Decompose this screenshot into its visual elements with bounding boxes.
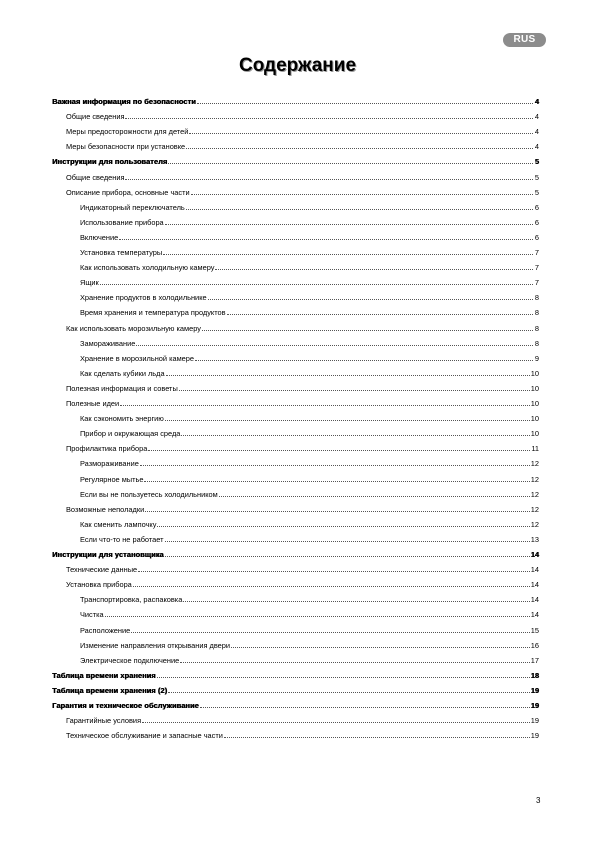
toc-entry-page: 10 xyxy=(530,429,539,439)
toc-entry-page: 4 xyxy=(534,112,539,122)
dot-leader xyxy=(148,450,530,451)
toc-entry-label: Прибор и окружающая среда xyxy=(80,429,181,439)
toc-entry-page: 12 xyxy=(530,504,539,514)
language-badge: RUS xyxy=(503,33,546,47)
toc-entry[interactable] xyxy=(80,228,539,242)
toc-entry-page: 18 xyxy=(530,670,539,680)
toc-entry[interactable] xyxy=(52,152,539,166)
toc-entry-page: 7 xyxy=(534,248,539,257)
toc-entry-label: Хранение в морозильной камере xyxy=(80,353,194,363)
toc-entry-label: Как сменить лампочку xyxy=(80,519,157,529)
dot-leader xyxy=(202,330,533,331)
toc-entry[interactable] xyxy=(66,122,539,136)
toc-entry-page: 8 xyxy=(534,323,539,333)
dot-leader xyxy=(120,405,530,406)
toc-entry-label: Ящик xyxy=(80,278,99,288)
toc-entry-label: Таблица времени хранения (2) xyxy=(52,685,168,695)
toc-entry[interactable] xyxy=(66,726,539,740)
toc-entry[interactable] xyxy=(80,485,539,499)
toc-entry[interactable] xyxy=(52,92,539,106)
dot-leader xyxy=(165,224,533,225)
dot-leader xyxy=(208,299,533,300)
dot-leader xyxy=(119,239,533,240)
dot-leader xyxy=(183,601,529,602)
toc-entry[interactable] xyxy=(66,439,539,453)
toc-entry[interactable] xyxy=(80,334,539,348)
toc-entry[interactable] xyxy=(80,621,539,635)
toc-entry-label: Описание прибора, основные части xyxy=(66,187,190,197)
dot-leader xyxy=(197,103,533,104)
dot-leader xyxy=(224,737,530,738)
dot-leader xyxy=(166,375,530,376)
dot-leader xyxy=(165,420,530,421)
dot-leader xyxy=(157,526,529,527)
toc-entry-page: 7 xyxy=(534,278,539,288)
toc-entry-page: 4 xyxy=(534,142,539,152)
dot-leader xyxy=(136,345,533,346)
toc-entry-label: Профилактика прибора xyxy=(66,444,148,454)
toc-entry[interactable] xyxy=(80,470,539,484)
toc-entry-label: Техническое обслуживание и запасные части xyxy=(66,731,223,741)
toc-entry-page: 13 xyxy=(530,534,539,544)
toc-entry-label: Инструкции для установщика xyxy=(52,550,164,559)
toc-entry-label: Гарантия и техническое обслуживание xyxy=(52,701,199,710)
dot-leader xyxy=(195,360,533,361)
toc-entry[interactable] xyxy=(52,681,539,695)
dot-leader xyxy=(142,722,530,723)
dot-leader xyxy=(125,179,533,180)
toc-entry-label: Расположение xyxy=(80,625,131,635)
toc-entry-label: Хранение продуктов в холодильнике xyxy=(80,293,207,303)
toc-entry-page: 12 xyxy=(530,489,539,499)
toc-entry-label: Включение xyxy=(80,232,119,242)
toc-entry[interactable] xyxy=(80,515,539,529)
dot-leader xyxy=(215,269,533,270)
toc-entry-page: 8 xyxy=(534,293,539,303)
page-number: 3 xyxy=(536,796,541,805)
toc-entry[interactable] xyxy=(66,168,539,182)
toc-entry[interactable] xyxy=(52,545,539,559)
toc-entry-page: 14 xyxy=(530,610,539,620)
toc-entry-label: Как использовать холодильную камеру xyxy=(80,263,215,273)
dot-leader xyxy=(168,163,533,164)
toc-entry-label: Замораживание xyxy=(80,338,136,348)
toc-entry[interactable] xyxy=(66,183,539,197)
toc-entry[interactable] xyxy=(80,213,539,227)
toc-entry-label: Время хранения и температура продуктов xyxy=(80,308,226,318)
dot-leader xyxy=(191,194,533,195)
dot-leader xyxy=(189,133,533,134)
dot-leader xyxy=(165,556,530,557)
toc-entry-label: Общие сведения xyxy=(66,172,125,182)
toc-entry[interactable] xyxy=(66,379,539,393)
toc-entry[interactable] xyxy=(80,530,539,544)
toc-entry[interactable] xyxy=(80,303,539,317)
toc-entry-page: 15 xyxy=(530,625,539,635)
dot-leader xyxy=(105,616,530,617)
toc-entry-label: Установка температуры xyxy=(80,248,163,257)
toc-entry[interactable] xyxy=(66,560,539,574)
toc-entry-page: 19 xyxy=(530,716,539,726)
toc-entry-page: 9 xyxy=(534,353,539,363)
dot-leader xyxy=(163,254,533,255)
dot-leader xyxy=(144,481,529,482)
toc-entry-page: 7 xyxy=(534,263,539,273)
toc-entry-label: Меры безопасности при установке xyxy=(66,142,186,152)
toc-entry-label: Технические данные xyxy=(66,565,138,575)
toc-entry-page: 4 xyxy=(534,97,539,106)
toc-entry-page: 6 xyxy=(534,232,539,242)
dot-leader xyxy=(125,118,533,119)
dot-leader xyxy=(100,284,533,285)
toc-entry-page: 14 xyxy=(530,550,539,559)
dot-leader xyxy=(168,692,529,693)
dot-leader xyxy=(227,314,533,315)
toc-entry[interactable] xyxy=(66,500,539,514)
toc-entry-label: Индикаторный переключатель xyxy=(80,202,185,212)
toc-entry-label: Как использовать морозильную камеру xyxy=(66,323,201,333)
toc-entry-label: Если что-то не работает xyxy=(80,534,164,544)
toc-entry-page: 14 xyxy=(530,595,539,605)
toc-entry-page: 10 xyxy=(530,383,539,393)
dot-leader xyxy=(180,662,530,663)
dot-leader xyxy=(157,677,530,678)
toc-entry-page: 6 xyxy=(534,217,539,227)
toc-entry-page: 12 xyxy=(530,459,539,469)
dot-leader xyxy=(138,571,530,572)
toc-entry-page: 19 xyxy=(530,685,539,695)
dot-leader xyxy=(131,632,530,633)
toc-entry-page: 8 xyxy=(534,338,539,348)
dot-leader xyxy=(140,465,530,466)
toc-entry-label: Использование прибора xyxy=(80,217,164,227)
toc-entry-page: 6 xyxy=(534,202,539,212)
toc-entry-page: 11 xyxy=(531,444,539,454)
toc-entry-label: Полезные идеи xyxy=(66,399,120,408)
toc-entry-label: Если вы не пользуетесь холодильником xyxy=(80,489,218,499)
toc-entry-label: Регулярное мытье xyxy=(80,474,144,484)
toc-entry[interactable] xyxy=(80,198,539,212)
toc-entry-page: 5 xyxy=(534,157,539,167)
toc-entry-page: 19 xyxy=(530,731,539,741)
toc-entry[interactable] xyxy=(80,590,539,604)
toc-entry-label: Инструкции для пользователя xyxy=(52,157,168,167)
toc-entry[interactable] xyxy=(80,424,539,438)
toc-entry[interactable] xyxy=(80,349,539,363)
dot-leader xyxy=(165,541,530,542)
toc-entry-label: Чистка xyxy=(80,610,104,620)
dot-leader xyxy=(145,511,530,512)
toc-entry-label: Важная информация по безопасности xyxy=(52,97,196,106)
dot-leader xyxy=(181,435,529,436)
toc-entry[interactable] xyxy=(80,243,539,257)
page-title: Содержание xyxy=(238,55,357,76)
toc-entry-page: 12 xyxy=(530,519,539,529)
toc-entry-label: Полезная информация и советы xyxy=(66,383,178,393)
toc-entry-label: Транспортировка, распаковка xyxy=(80,595,183,605)
toc-entry[interactable] xyxy=(52,666,539,680)
dot-leader xyxy=(186,148,533,149)
toc-entry-label: Общие сведения xyxy=(66,112,125,122)
toc-entry-label: Таблица времени хранения xyxy=(52,670,156,680)
toc-entry-page: 14 xyxy=(530,580,539,590)
toc-entry-page: 17 xyxy=(530,655,539,665)
toc-entry[interactable] xyxy=(66,137,539,151)
toc-entry-page: 5 xyxy=(534,187,539,197)
toc-entry[interactable] xyxy=(80,651,539,665)
toc-entry[interactable] xyxy=(80,288,539,302)
toc-entry[interactable] xyxy=(66,711,539,725)
toc-entry-label: Размораживание xyxy=(80,459,139,469)
toc-entry-page: 5 xyxy=(534,172,539,182)
toc-entry-label: Электрическое подключение xyxy=(80,655,180,665)
toc-entry[interactable] xyxy=(66,575,539,589)
toc-entry[interactable] xyxy=(66,107,539,121)
toc-entry-page: 19 xyxy=(530,701,539,710)
dot-leader xyxy=(133,586,530,587)
toc-entry-label: Возможные неполадки xyxy=(66,504,145,514)
dot-leader xyxy=(179,390,530,391)
toc-entry[interactable] xyxy=(80,454,539,468)
toc-entry-label: Гарантийные условия xyxy=(66,716,142,726)
dot-leader xyxy=(219,496,530,497)
toc-entry-label: Установка прибора xyxy=(66,580,132,590)
dot-leader xyxy=(186,209,533,210)
toc-entry-label: Меры предосторожности для детей xyxy=(66,127,189,137)
toc-entry[interactable] xyxy=(80,409,539,423)
toc-entry-page: 12 xyxy=(530,474,539,484)
toc-entry-page: 10 xyxy=(530,399,539,408)
toc-entry[interactable] xyxy=(66,394,539,408)
toc-entry[interactable] xyxy=(52,696,539,710)
toc-entry-page: 4 xyxy=(534,127,539,137)
toc-entry[interactable] xyxy=(66,319,539,333)
toc-entry[interactable] xyxy=(80,605,539,619)
toc-entry-page: 8 xyxy=(534,308,539,318)
toc-entry[interactable] xyxy=(80,273,539,287)
toc-entry-label: Изменение направления открывания двери xyxy=(80,640,231,650)
dot-leader xyxy=(200,707,530,708)
toc-entry-page: 16 xyxy=(530,640,539,650)
toc-entry-label: Как сделать кубики льда xyxy=(80,368,165,378)
toc-entry[interactable] xyxy=(80,636,539,650)
toc-entry-page: 10 xyxy=(530,368,539,378)
toc-entry-page: 14 xyxy=(530,565,539,575)
toc-entry-page: 10 xyxy=(530,414,539,424)
toc-entry[interactable] xyxy=(80,364,539,378)
toc-entry[interactable] xyxy=(80,258,539,272)
dot-leader xyxy=(231,647,530,648)
toc-entry-label: Как сэкономить энергию xyxy=(80,414,164,424)
